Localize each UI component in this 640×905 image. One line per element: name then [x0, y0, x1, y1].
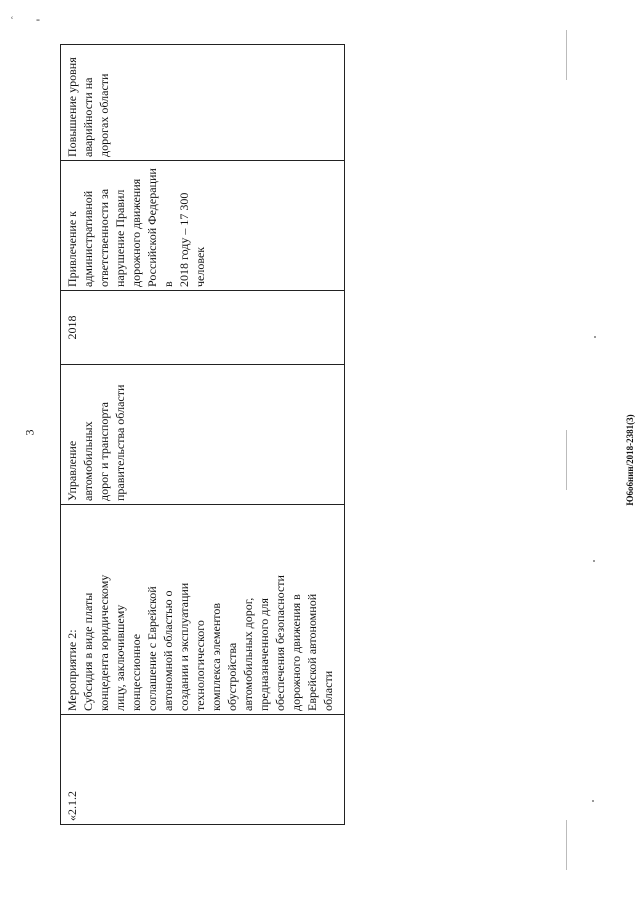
activity-cell: [61, 505, 345, 715]
rotated-table-area: [60, 45, 345, 825]
scan-speck: [592, 800, 594, 802]
activity-text: Мероприятие 2: Субсидия в виде платы концедента юридическому лицу, заключившему концессионное соглашение с Еврейской автономной областью о создании и эксплуатации технологического комплекса элементов обустройства автомобильных дорог, предназначенного для обеспечения безопасности дорожного движения в Еврейской автономной области: [65, 574, 335, 711]
scan-speck: [593, 560, 595, 562]
year-text: 2018: [65, 315, 79, 340]
consequence-text: Повышение уровня аварийности на дорогах области: [65, 57, 111, 157]
row-number-cell: [61, 715, 345, 825]
scan-edge-line: [566, 430, 567, 490]
scan-speck: [594, 336, 596, 338]
year-cell: [61, 291, 345, 365]
executor-text: Управление автомобильных дорог и транспорта правительства области: [65, 384, 127, 501]
document-code: Ю6о6нин/2018-2381(3): [625, 414, 635, 506]
corner-mark: ʿ: [10, 14, 14, 28]
consequence-cell: [61, 45, 345, 161]
executor-cell: [61, 365, 345, 505]
scan-edge-line: [566, 820, 567, 870]
table-row: [61, 45, 345, 825]
row-number: «2.1.2: [65, 791, 79, 821]
result-cell: [61, 161, 345, 291]
scan-edge-line: [566, 30, 567, 80]
page-number: 3: [22, 429, 37, 436]
corner-mark: -: [36, 12, 40, 26]
result-text: Привлечение к административной ответственности за нарушение Правил дорожного движения Российской Федерации в 2018 году – 17 300 человек: [65, 168, 207, 287]
program-table: [60, 44, 345, 825]
